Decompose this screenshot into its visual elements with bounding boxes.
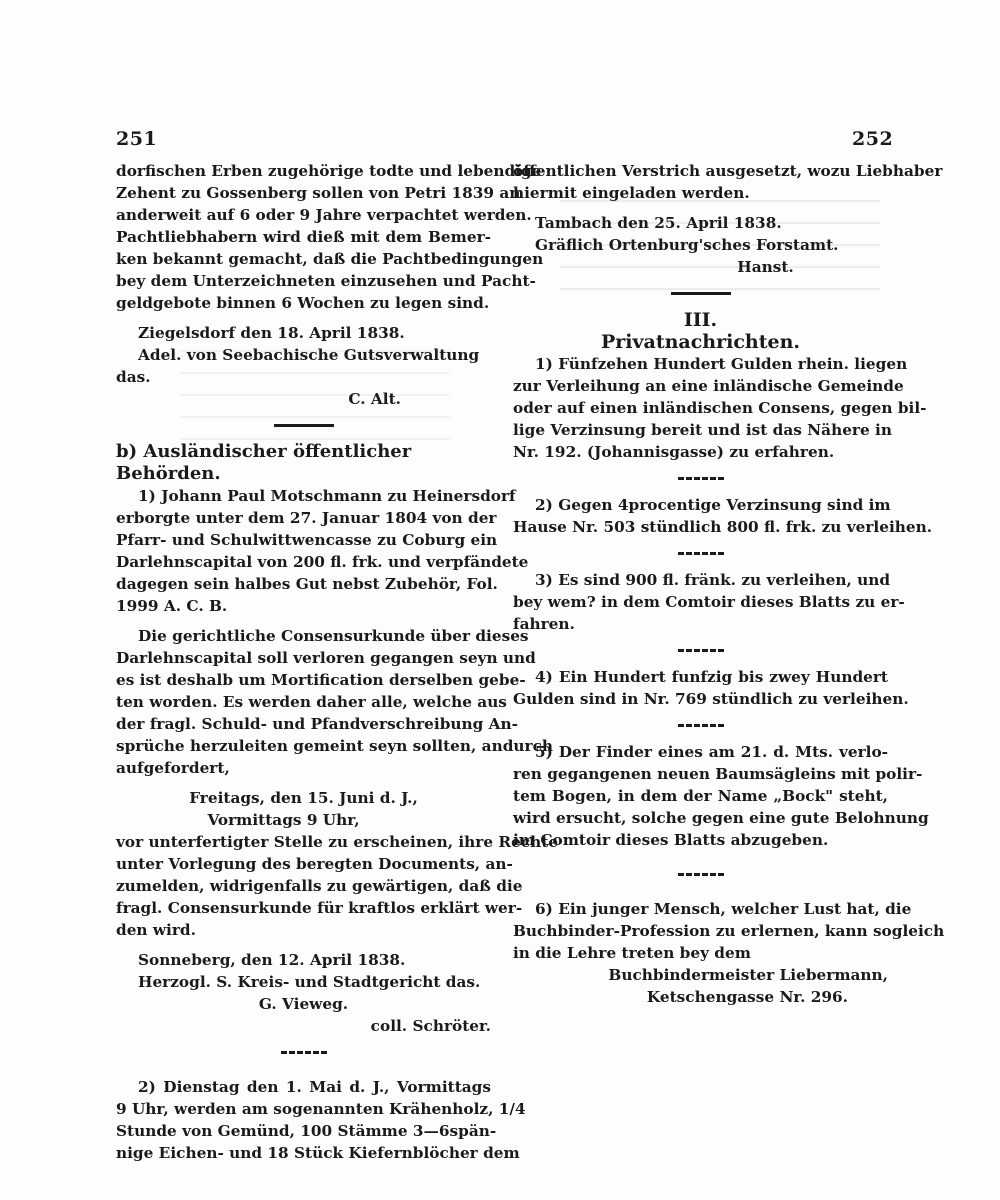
text-line: der fragl. Schuld- und Pfandverschreibung An-: [116, 715, 519, 733]
right-item-6-signer-line-2: Ketschengasse Nr. 296.: [646, 988, 848, 1006]
left-intro-paragraph: [116, 160, 544, 314]
text-line: vor unterfertigter Stelle zu erscheinen, ihre Rechte: [116, 833, 559, 851]
text-line: zumelden, widrigenfalls zu gewärtigen, daß die: [116, 877, 523, 895]
text-line: hiermit eingeladen werden.: [513, 184, 750, 202]
text-line: 4) Ein Hundert funfzig bis zwey Hundert: [535, 668, 888, 686]
left-item-1-paragraph-3: [116, 831, 559, 941]
right-item-5-paragraph: [513, 741, 929, 851]
text-line: nige Eichen- und 18 Stück Kiefernblöcher dem: [116, 1144, 520, 1162]
text-line: 1) Johann Paul Motschmann zu Heinersdorf: [138, 487, 516, 505]
right-item-2-paragraph: [513, 494, 933, 538]
text-line: ken bekannt gemacht, daß die Pachtbedingungen: [116, 250, 544, 268]
section-title: Privatnachrichten.: [600, 331, 801, 353]
text-line: Pachtliebhabern wird dieß mit dem Bemer-: [116, 228, 491, 246]
text-line: 1) Fünfzehen Hundert Gulden rhein. liegen: [535, 355, 908, 373]
text-line: dorfischen Erben zugehörige todte und lebendige: [116, 162, 542, 180]
text-line: anderweit auf 6 oder 9 Jahre verpachtet werden.: [116, 206, 532, 224]
left-item-1-paragraph-2: [116, 625, 554, 779]
left-signer-2: G. Vieweg.: [258, 995, 349, 1013]
text-line: Darlehnscapital soll verloren gegangen seyn und: [116, 649, 536, 667]
page-number-left: 251: [116, 128, 158, 150]
section-roman-numeral: III.: [683, 309, 718, 331]
text-line: Nr. 192. (Johannisgasse) zu erfahren.: [513, 443, 835, 461]
text-line: zur Verleihung an eine inländische Gemeinde: [513, 377, 904, 395]
text-line: Stunde von Gemünd, 100 Stämme 3—6spän-: [116, 1122, 497, 1140]
text-line: ten worden. Es werden daher alle, welche aus: [116, 693, 507, 711]
text-line: 2) Gegen 4procentige Verzinsung sind im: [535, 496, 891, 514]
right-column: [513, 160, 945, 1008]
right-item-6-paragraph: [513, 898, 945, 964]
text-line: aufgefordert,: [116, 759, 230, 777]
text-line: 6) Ein junger Mensch, welcher Lust hat, die: [535, 900, 912, 918]
left-signer-1: C. Alt.: [348, 390, 401, 408]
left-office-2: Herzogl. S. Kreis- und Stadtgericht das.: [138, 973, 481, 991]
text-line: Hause Nr. 503 stündlich 800 fl. frk. zu verleihen.: [513, 518, 933, 536]
right-item-3-paragraph: [513, 569, 905, 635]
text-line: den wird.: [116, 921, 196, 939]
right-date-1: Tambach den 25. April 1838.: [535, 214, 782, 232]
left-date-2: Sonneberg, den 12. April 1838.: [138, 951, 406, 969]
text-line: es ist deshalb um Mortification derselben gebe-: [116, 671, 526, 689]
left-item-2-paragraph: [116, 1076, 526, 1164]
text-line: bey wem? in dem Comtoir dieses Blatts zu er-: [513, 593, 905, 611]
left-signer-3: coll. Schröter.: [370, 1017, 491, 1035]
text-line: Buchbinder-Profession zu erlernen, kann sogleich: [513, 922, 945, 940]
text-line: fragl. Consensurkunde für kraftlos erklärt wer-: [116, 899, 523, 917]
text-line: öffentlichen Verstrich ausgesetzt, wozu Liebhaber: [513, 162, 943, 180]
appointment-line-1: Freitags, den 15. Juni d. J.,: [189, 789, 418, 807]
text-line: Gulden sind in Nr. 769 stündlich zu verleihen.: [513, 690, 909, 708]
left-item-1-paragraph: [116, 485, 529, 617]
text-line: in die Lehre treten bey dem: [513, 944, 751, 962]
text-line: 1999 A. C. B.: [116, 597, 228, 615]
text-line: Darlehnscapital von 200 fl. frk. und verpfändete: [116, 553, 529, 571]
text-line: Pfarr- und Schulwittwencasse zu Coburg ein: [116, 531, 498, 549]
left-date-1: Ziegelsdorf den 18. April 1838.: [138, 324, 405, 342]
section-divider: [678, 477, 724, 480]
section-divider: [678, 724, 724, 727]
right-office-1: Gräflich Ortenburg'sches Forstamt.: [535, 236, 839, 254]
section-divider: [678, 649, 724, 652]
appointment-line-2: Vormittags 9 Uhr,: [207, 811, 360, 829]
section-divider: [281, 1051, 327, 1054]
left-office-1: Adel. von Seebachische Gutsverwaltung das.: [116, 346, 480, 386]
text-line: erborgte unter dem 27. Januar 1804 von der: [116, 509, 497, 527]
text-line: 2) Dienstag den 1. Mai d. J., Vormittags: [138, 1078, 491, 1096]
text-line: geldgebote binnen 6 Wochen zu legen sind.: [116, 294, 490, 312]
text-line: ren gegangenen neuen Baumsägleins mit polir-: [513, 765, 923, 783]
text-line: unter Vorlegung des beregten Documents, an-: [116, 855, 513, 873]
text-line: dagegen sein halbes Gut nebst Zubehör, Fol.: [116, 575, 498, 593]
right-intro-paragraph: [513, 160, 943, 204]
text-line: Zehent zu Gossenberg sollen von Petri 1839 an: [116, 184, 521, 202]
text-line: fahren.: [513, 615, 575, 633]
page-number-right: 252: [852, 128, 894, 150]
section-b-heading: b) Ausländischer öffentlicher Behörden.: [116, 441, 412, 484]
text-line: im Comtoir dieses Blatts abzugeben.: [513, 831, 829, 849]
section-divider: [678, 873, 724, 876]
text-line: 3) Es sind 900 fl. fränk. zu verleihen, und: [535, 571, 891, 589]
section-divider: [678, 552, 724, 555]
text-line: lige Verzinsung bereit und ist das Nähere in: [513, 421, 892, 439]
text-line: 9 Uhr, werden am sogenannten Krähenholz, 1/4: [116, 1100, 526, 1118]
text-line: bey dem Unterzeichneten einzusehen und Pacht-: [116, 272, 536, 290]
right-item-4-paragraph: [513, 666, 909, 710]
text-line: Die gerichtliche Consensurkunde über dieses: [138, 627, 529, 645]
text-line: oder auf einen inländischen Consens, gegen bil-: [513, 399, 927, 417]
text-line: wird ersucht, solche gegen eine gute Belohnung: [513, 809, 929, 827]
section-divider: [671, 292, 731, 295]
right-signer-1: Hanst.: [737, 258, 794, 276]
section-divider: [274, 424, 334, 427]
text-line: 5) Der Finder eines am 21. d. Mts. verlo-: [535, 743, 888, 761]
text-line: sprüche herzuleiten gemeint seyn sollten, andurch: [116, 737, 554, 755]
right-item-6-signer-line-1: Buchbindermeister Liebermann,: [608, 966, 888, 984]
text-line: tem Bogen, in dem der Name „Bock" steht,: [513, 787, 888, 805]
right-item-1-paragraph: [513, 353, 927, 463]
